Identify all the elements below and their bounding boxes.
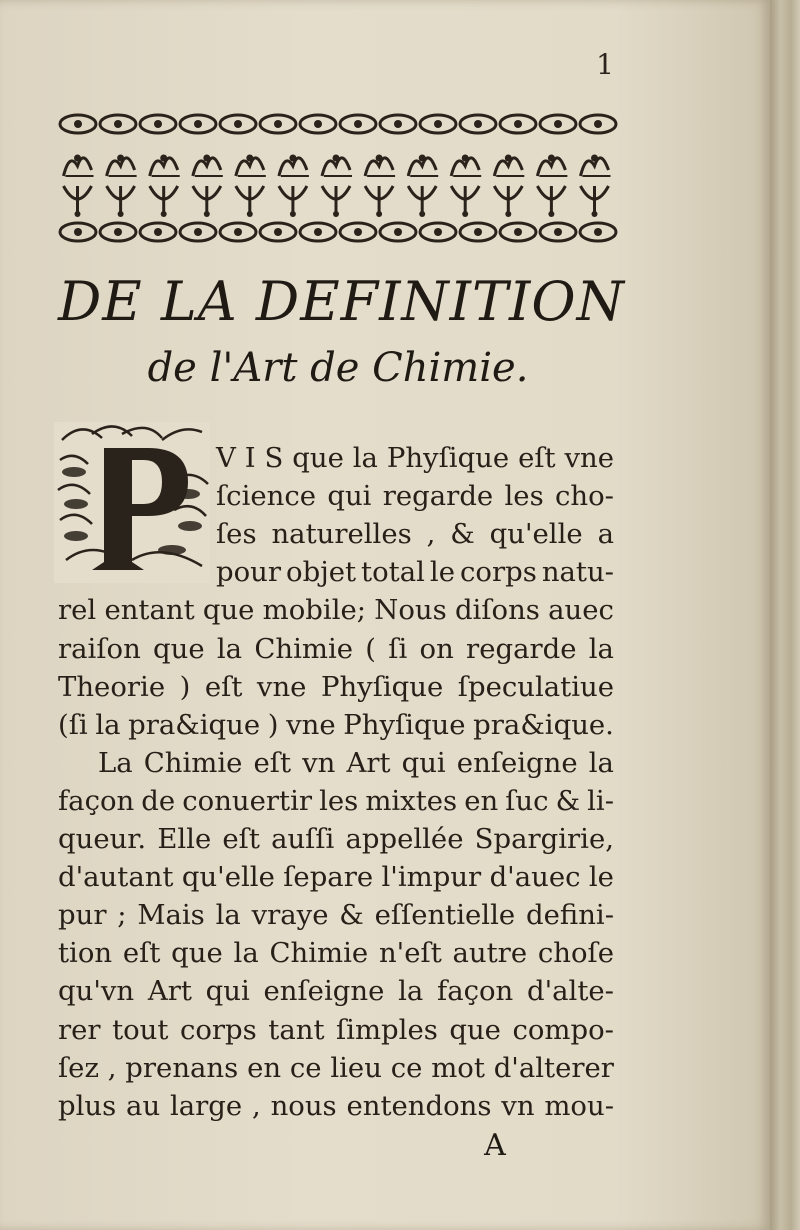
decorated-initial-p bbox=[52, 420, 212, 585]
text-line: plus au large , nous entendons vn mou- bbox=[58, 1089, 614, 1122]
text-line: raiſon que la Chimie ( ſi on regarde la bbox=[58, 632, 614, 665]
text-line: pour objet total le corps natu- bbox=[216, 556, 614, 589]
chapter-title: DE LA DEFINITION bbox=[58, 270, 625, 333]
text-line: (ſi la pra&ique ) vne Phyſique pra&ique. bbox=[58, 708, 614, 741]
text-line: ſez , prenans en ce lieu ce mot d'alterer bbox=[58, 1051, 614, 1084]
page-number: 1 bbox=[596, 48, 614, 81]
text-line: façon de conuertir les mixtes en ſuc & li- bbox=[58, 784, 614, 817]
catchword: A bbox=[484, 1128, 506, 1163]
text-line: qu'vn Art qui enſeigne la façon d'alte- bbox=[58, 975, 614, 1008]
text-line: ſcience qui regarde les cho- bbox=[216, 480, 614, 513]
text-line: rer tout corps tant ſimples que compo- bbox=[58, 1013, 614, 1046]
text-line: d'autant qu'elle ſepare l'impur d'auec le bbox=[58, 861, 614, 894]
text-line: queur. Elle eſt auſſi appellée Spargirie, bbox=[58, 823, 614, 855]
text-line: La Chimie eſt vn Art qui enſeigne la bbox=[98, 746, 614, 779]
book-page-edge bbox=[770, 0, 800, 1230]
text-line: pur ; Mais la vraye & eſſentielle defini- bbox=[58, 899, 614, 932]
decorative-header-ornament bbox=[58, 112, 618, 254]
chapter-subtitle: de l'Art de Chimie. bbox=[147, 345, 529, 391]
text-line: rel entant que mobile; Nous diſons auec bbox=[58, 594, 614, 627]
text-line: ſes naturelles , & qu'elle a bbox=[216, 518, 614, 551]
text-line: Theorie ) eſt vne Phyſique ſpeculatiue bbox=[58, 670, 614, 703]
text-line: tion eſt que la Chimie n'eſt autre choſe bbox=[58, 937, 614, 970]
text-line: V I S que la Phyſique eſt vne bbox=[216, 442, 614, 474]
